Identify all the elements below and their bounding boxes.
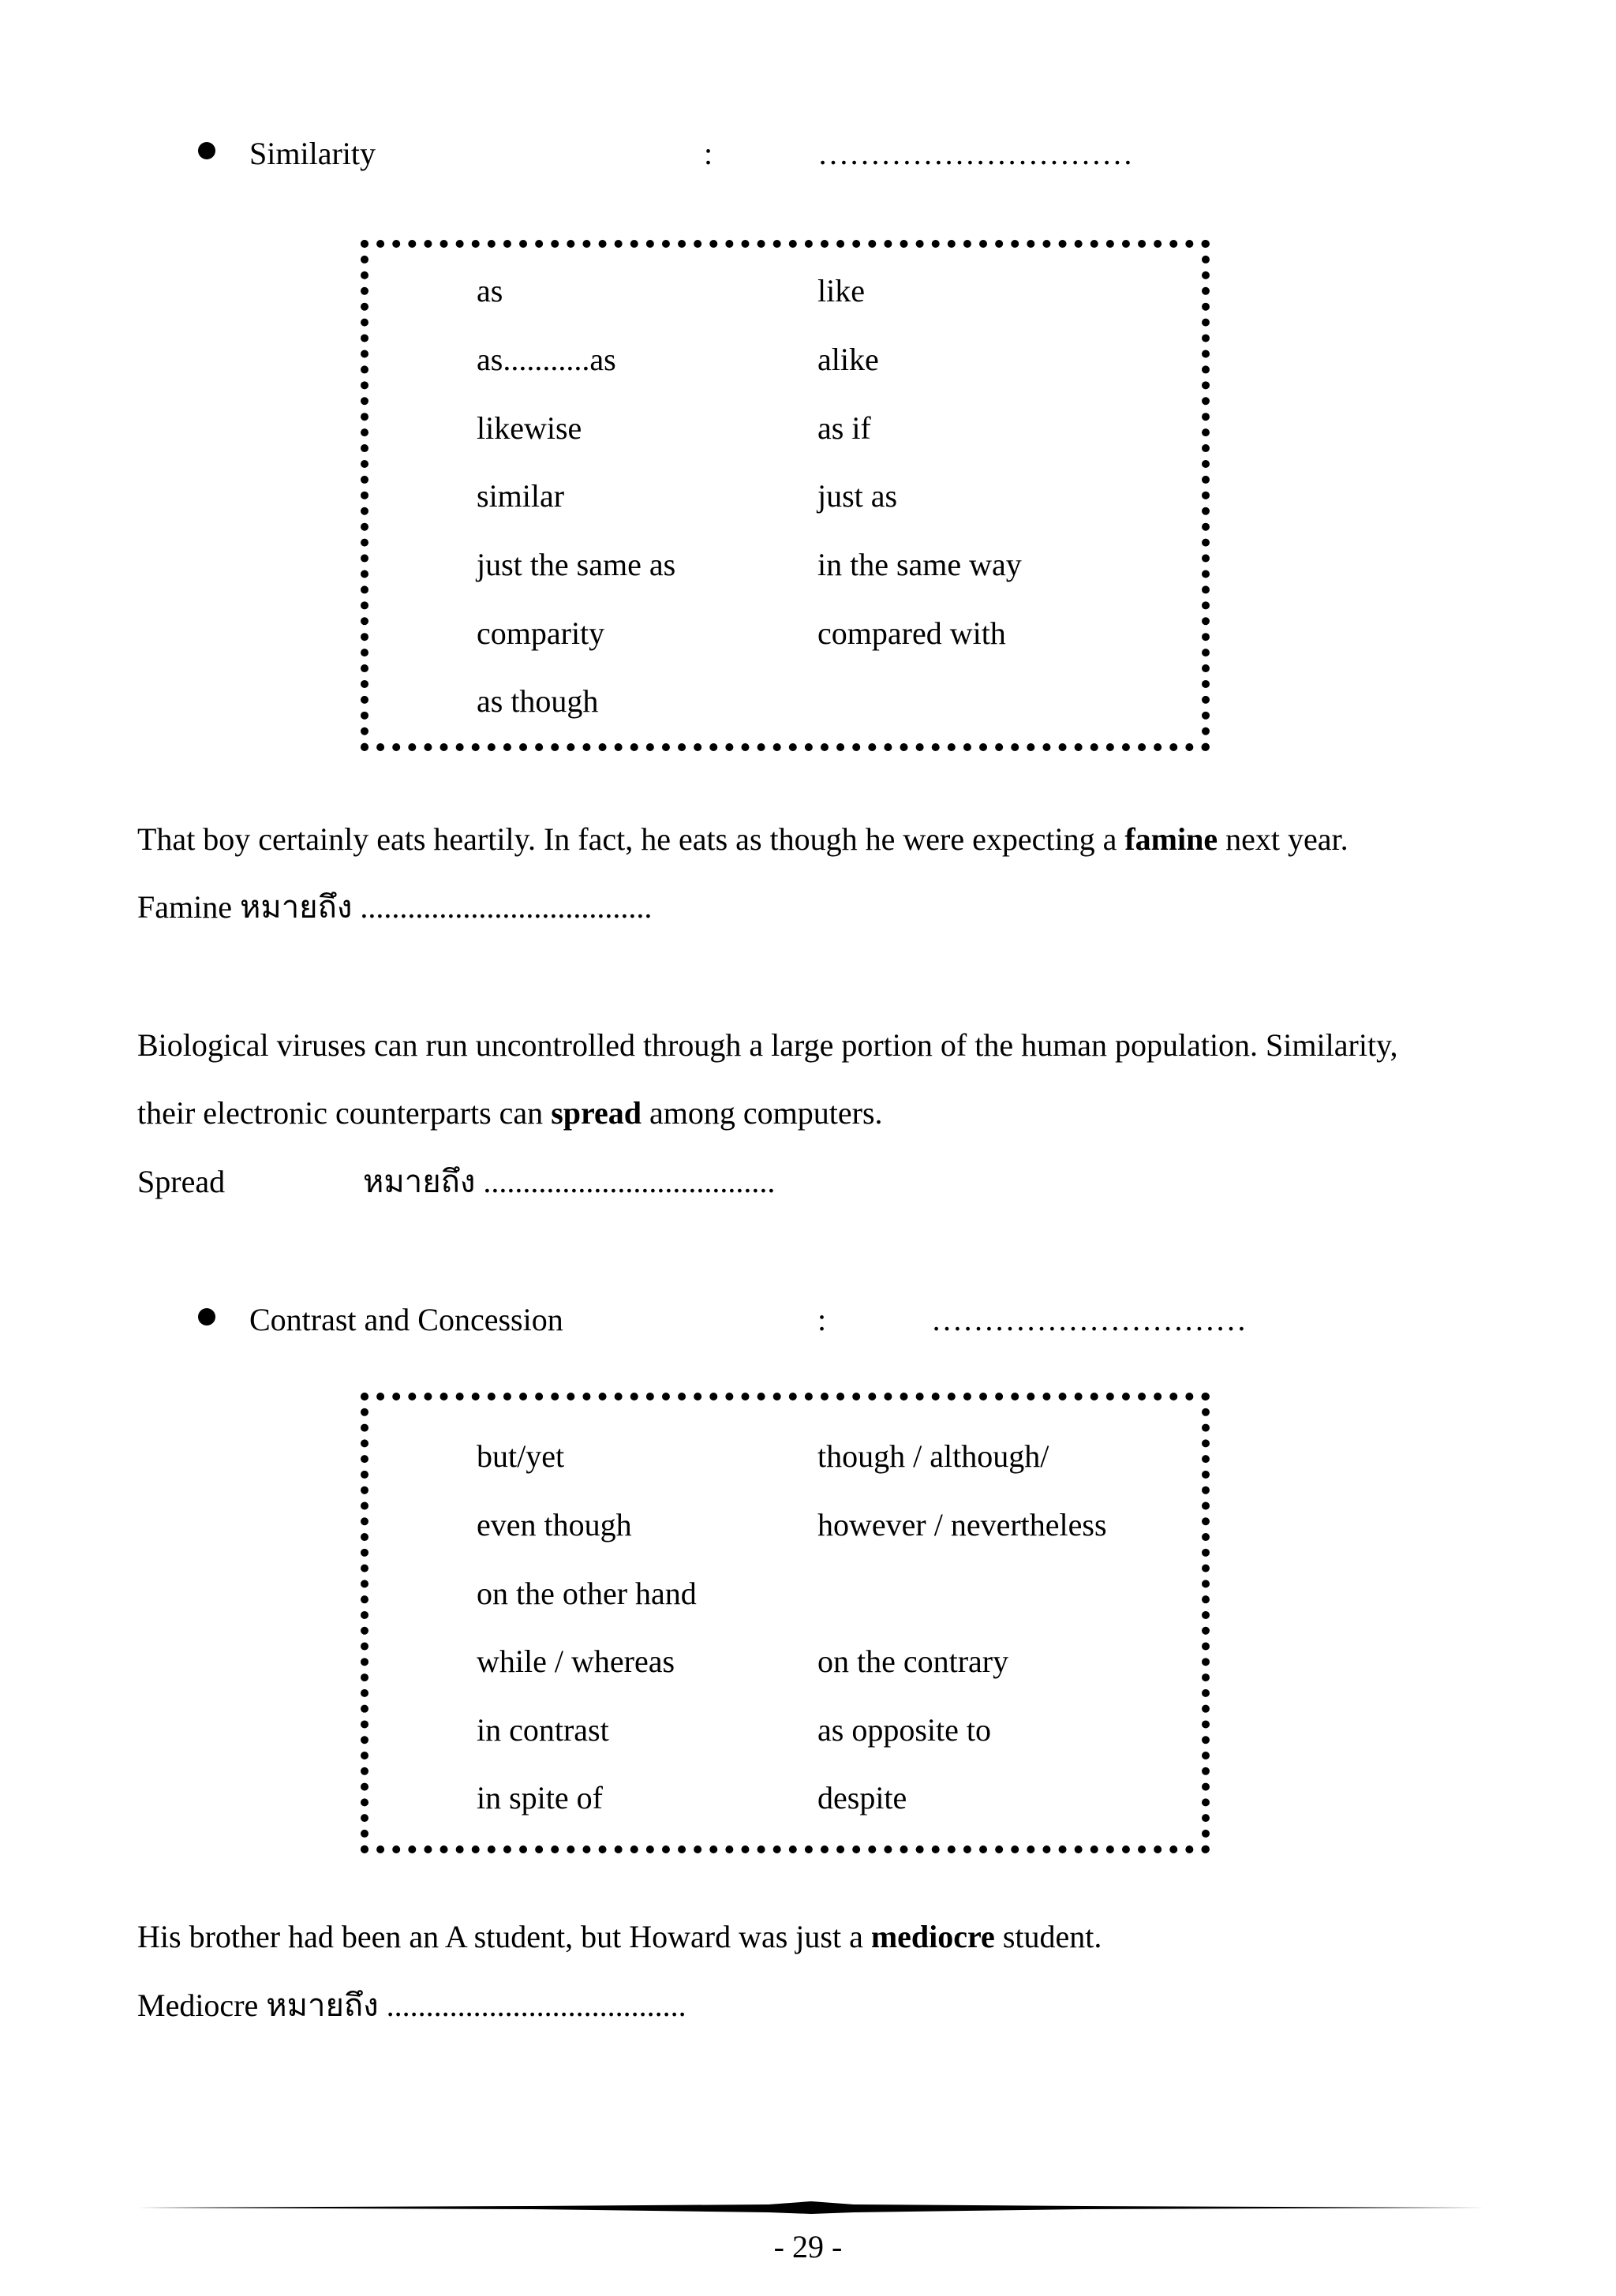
similarity-word: as if — [817, 410, 871, 446]
similarity-colon: : — [704, 136, 713, 171]
similarity-heading: Similarity — [249, 136, 376, 171]
contrast-word: despite — [817, 1780, 907, 1815]
similarity-word: as though — [477, 683, 599, 719]
contrast-word: on the contrary — [817, 1643, 1009, 1679]
contrast-word: as opposite to — [817, 1712, 991, 1748]
meaning-label: หมายถึง — [266, 1987, 379, 2023]
famine-keyword: famine — [1124, 821, 1218, 857]
spread-word: Spread — [137, 1164, 226, 1199]
similarity-word: likewise — [477, 410, 582, 446]
contrast-word: however / nevertheless — [817, 1507, 1107, 1543]
similarity-word: compared with — [817, 615, 1006, 651]
answer-blank: ..................................... — [483, 1164, 776, 1199]
similarity-word: as...........as — [477, 342, 616, 377]
contrast-word: though / although/ — [817, 1438, 1049, 1474]
bullet-icon — [198, 142, 215, 159]
mediocre-word: Mediocre — [137, 1987, 259, 2023]
similarity-word: as — [477, 273, 503, 309]
mediocre-sentence: His brother had been an A student, but Howard was just a mediocre student. — [137, 1919, 1102, 1954]
footer-rule — [137, 2200, 1485, 2216]
contrast-word: in spite of — [477, 1780, 603, 1815]
similarity-word: like — [817, 273, 865, 309]
similarity-word: in the same way — [817, 547, 1022, 582]
contrast-heading: Contrast and Concession — [249, 1302, 563, 1337]
spread-sentence-line2: their electronic counterparts can spread among computers. — [137, 1095, 883, 1131]
bullet-icon — [198, 1308, 215, 1326]
contrast-word: even though — [477, 1507, 632, 1543]
spread-answer-line — [363, 1166, 775, 1198]
spread-sentence-line1: Biological viruses can run uncontrolled through a large portion of the human population. Similarity, — [137, 1027, 1398, 1063]
contrast-answer-blank: ………………………… — [931, 1302, 1247, 1337]
mediocre-keyword: mediocre — [870, 1919, 995, 1954]
contrast-word: while / whereas — [477, 1643, 675, 1679]
answer-blank: ...................................... — [386, 1987, 686, 2023]
meaning-label: หมายถึง — [239, 889, 353, 925]
mediocre-answer-line — [137, 1987, 686, 2023]
similarity-answer-blank: ………………………… — [817, 136, 1133, 171]
contrast-colon: : — [817, 1302, 827, 1337]
famine-answer-line — [137, 889, 653, 925]
famine-sentence: That boy certainly eats heartily. In fact, he eats as though he were expecting a famine next year. — [137, 821, 1349, 857]
famine-word: Famine — [137, 889, 232, 925]
spread-keyword: spread — [551, 1095, 642, 1131]
contrast-word: but/yet — [477, 1438, 565, 1474]
similarity-word: just the same as — [477, 547, 676, 582]
page-number: - 29 - — [773, 2229, 843, 2264]
similarity-word: comparity — [477, 615, 605, 651]
answer-blank: ..................................... — [360, 889, 653, 925]
contrast-word: on the other hand — [477, 1576, 697, 1611]
similarity-word: similar — [477, 478, 565, 514]
contrast-word: in contrast — [477, 1712, 609, 1748]
meaning-label: หมายถึง — [363, 1164, 476, 1199]
similarity-word: just as — [817, 478, 898, 514]
similarity-word: alike — [817, 342, 879, 377]
